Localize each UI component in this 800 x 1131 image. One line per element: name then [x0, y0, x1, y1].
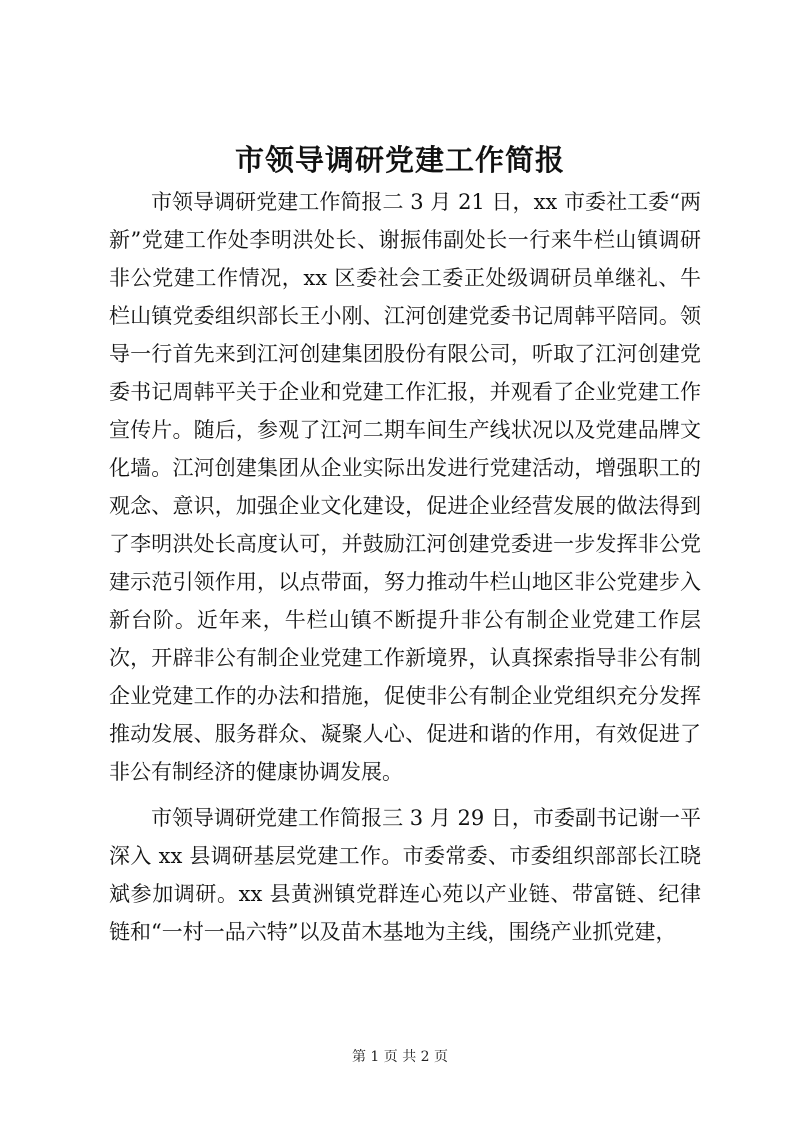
document-title: 市领导调研党建工作简报	[234, 143, 565, 177]
paragraph: 市领导调研党建工作简报二 3 月 21 日，xx 市委社工委“两新”党建工作处李明洪处长、谢振伟副处长一行来牛栏山镇调研非公党建工作情况，xx 区委社会工委正处级调研员单继礼、牛栏山镇党委组织部长王小刚、江河创建党委书记周韩平陪同。领导一行首先来到江河创建集团股份有限公司，听取了江河创建党委书记周韩平关于企业和党建工作汇报，并观看了企业党建工作宣传片。随后，参观了江河二期车间生产线状况以及党建品牌文化墙。江河创建集团从企业实际出发进行党建活动，增强职工的观念、意识，加强企业文化建设，促进企业经营发展的做法得到了李明洪处长高度认可，并鼓励江河创建党委进一步发挥非公党建示范引领作用，以点带面，努力推动牛栏山地区非公党建步入新台阶。近年来，牛栏山镇不断提升非公有制企业党建工作层次，开辟非公有制企业党建工作新境界，认真探索指导非公有制企业党建工作的办法和措施，促使非公有制企业党组织充分发挥推动发展、服务群众、凝聚人心、促进和谐的作用，有效促进了非公有制经济的健康协调发展。	[109, 190, 701, 784]
document-body	[109, 183, 701, 951]
page-number-footer: 第 1 页 共 2 页	[351, 1049, 449, 1065]
paragraph: 市领导调研党建工作简报三 3 月 29 日，市委副书记谢一平深入 xx 县调研基层党建工作。市委常委、市委组织部部长江晓斌参加调研。xx 县黄洲镇党群连心苑以产业链、带富链、纪律链和“一村一品六特”以及苗木基地为主线，围绕产业抓党建，	[109, 806, 701, 944]
